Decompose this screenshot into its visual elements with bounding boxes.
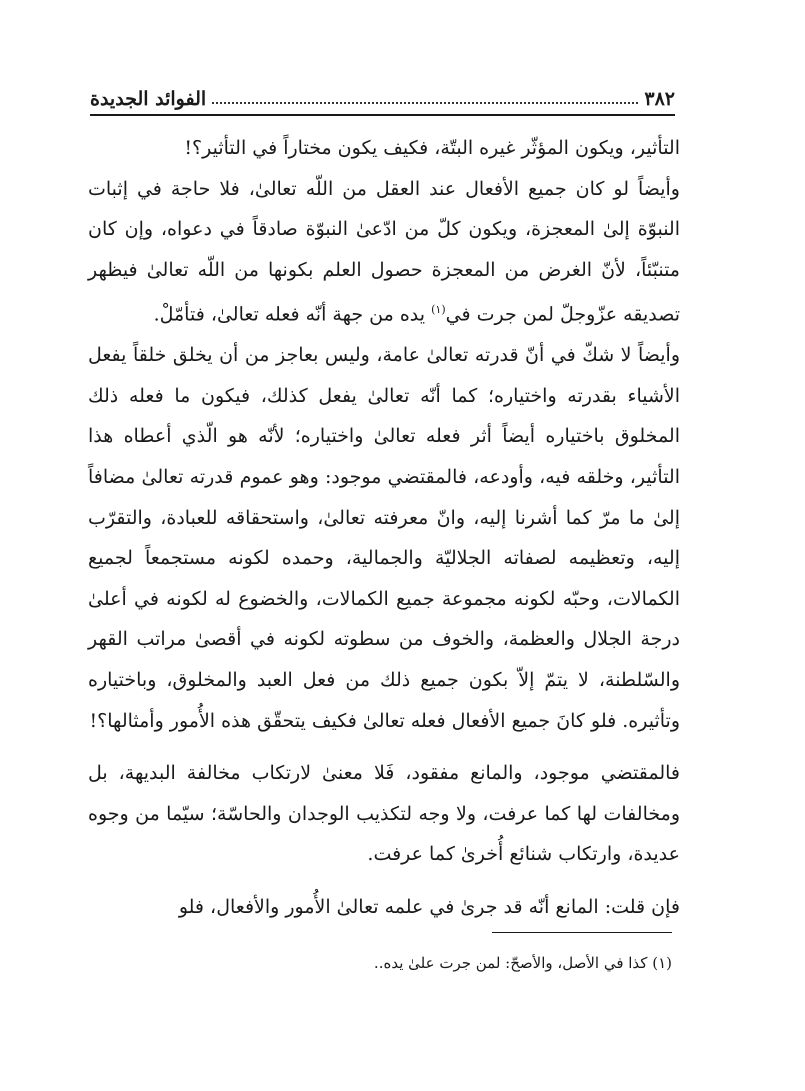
paragraph-2 bbox=[88, 169, 680, 336]
header-leader-dots bbox=[212, 94, 638, 104]
footnote-separator bbox=[492, 932, 672, 933]
paragraph-5: فإن قلت: المانع أنّه قد جرىٰ في علمه تعالىٰ الأُمور والأفعال، فلو bbox=[178, 896, 680, 919]
page-number: ٣٨٢ bbox=[644, 88, 675, 110]
footnote: (١) كذا في الأصل، والأصحّ: لمن جرت علىٰ يده.. bbox=[373, 954, 672, 972]
paragraph-1: التأثير، ويكون المؤثّر غيره البتّة، فكيف يكون مختاراً في التأثير؟! bbox=[184, 137, 680, 159]
paragraph-2-tail: يده من جهة أنّه فعله تعالىٰ، فتأمّلْ. bbox=[153, 303, 426, 326]
running-header bbox=[90, 84, 675, 116]
paragraph-3: وأيضاً لا شكّ في أنّ قدرته تعالىٰ عامة، وليس بعاجز من أن يخلق خلقاً يفعل الأشياء بقدرته واختياره؛ كما أنّه تعالىٰ يفعل كذلك، فيكون ما فعله ذلك المخلوق باختياره أيضاً أثر فعله تعالىٰ واختياره؛ لأنّه هو الّذي أعطاه هذا التأثير، وخلقه فيه، وأودعه، فالمقتضي موجود: وهو عموم قدرته تعالىٰ مضافاً إلىٰ ما مرّ كما أشرنا إليه، وانّ معرفته تعالىٰ، واستحقاقه للعبادة، والتقرّب إليه، وتعظيمه لصفاته الجلاليّة والجمالية، وحمده لكونه مستجمعاً لجميع الكمالات، وحبّه لكونه مجموعة جميع الكمالات، والخضوع له لكونه في أعلىٰ درجة الجلال والعظمة، والخوف من سطوته لكونه في أقصىٰ مراتب القهر والسّلطنة، لا يتمّ إلاّ بكون جميع ذلك من فعل العبد والمخلوق، وباختياره وتأثيره. فلو كانَ جميع الأفعال فعله تعالىٰ فكيف يتحقّق هذه الأُمور وأمثالها؟! bbox=[88, 344, 680, 732]
paragraph-4: فالمقتضي موجود، والمانع مفقود، فَلا معنىٰ لارتكاب مخالفة البديهة، بل ومخالفات لها كما عرفت، ولا وجه لتكذيب الوجدان والحاسّة؛ سيّما من وجوه عديدة، وارتكاب شنائع أُخرىٰ كما عرفت. bbox=[88, 762, 680, 866]
footnote-marker: (١) bbox=[431, 303, 446, 317]
main-text bbox=[88, 128, 680, 928]
paragraph-2-text: وأيضاً لو كان جميع الأفعال عند العقل من اللّه تعالىٰ، فلا حاجة في إثبات النبوّة إلىٰ المعجزة، ويكون كلّ من ادّعىٰ النبوّة صادقاً في دعواه، وإن كان متنبّئاً، لأنّ الغرض من المعجزة حصول العلم بكونها من اللّه تعالىٰ فيظهر تصديقه عزّوجلّ لمن جرت في bbox=[88, 177, 680, 326]
running-title: الفوائد الجديدة bbox=[90, 88, 207, 110]
